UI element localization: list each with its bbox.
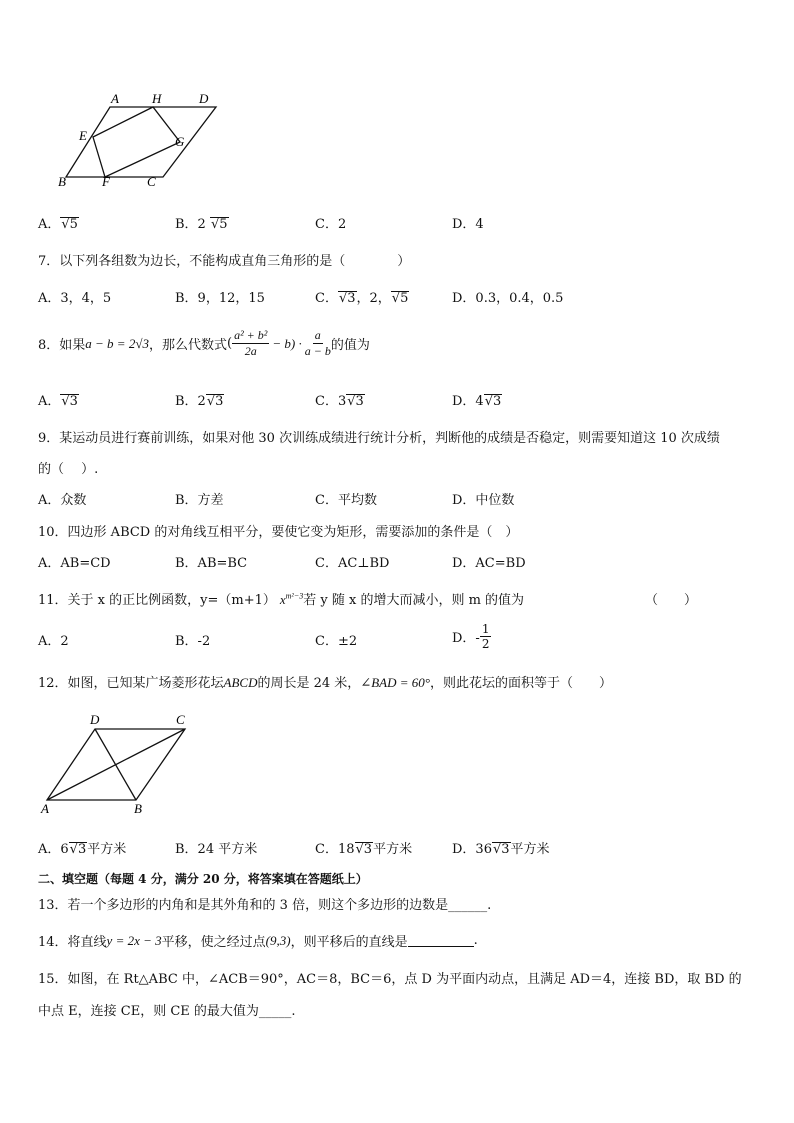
q14-point: (9,3) bbox=[265, 932, 291, 948]
q7-option-a: A．3，4，5 bbox=[38, 291, 112, 306]
q14-b: 平移，使之经过点 bbox=[161, 935, 266, 950]
q9-line1: 9．某运动员进行赛前训练，如果对他 30 次训练成绩进行统计分析，判断他的成绩是否稳定，则需要知道这 10 次成绩 bbox=[38, 431, 720, 446]
sqrt-3 bbox=[338, 291, 357, 306]
power-base: x bbox=[279, 592, 286, 607]
q14-stem bbox=[38, 931, 478, 950]
q11-option-b: B．-2 bbox=[175, 634, 211, 649]
sqrt-3 bbox=[346, 394, 365, 409]
section-title: 二、填空题（每题 4 分，满分 20 分，将答案填在答题纸上） bbox=[38, 872, 368, 886]
option-letter: A． bbox=[38, 394, 61, 409]
parallelogram-figure bbox=[55, 90, 225, 190]
unit: 平方米 bbox=[373, 842, 413, 857]
q12-option-d bbox=[452, 838, 550, 857]
q6-option-b bbox=[175, 213, 229, 232]
sqrt-3 bbox=[492, 842, 511, 857]
radicand: √3 bbox=[484, 394, 502, 409]
q15-line2: 中点 E，连接 CE，则 CE 的最大值为_____. bbox=[38, 1004, 296, 1019]
option-text: ，2， bbox=[356, 291, 391, 306]
q11-stem-a: 11．关于 x 的正比例函数，y=（m+1） bbox=[38, 593, 276, 608]
q14-a: 14．将直线 bbox=[38, 935, 107, 950]
radicand: √5 bbox=[61, 217, 78, 232]
q6-option-d: D．4 bbox=[452, 217, 484, 232]
option-letter: A． bbox=[38, 217, 61, 232]
radicand: √3 bbox=[206, 394, 224, 409]
q12-stem-b: 的周长是 24 米， bbox=[257, 676, 361, 691]
q11-option-a: A．2 bbox=[38, 634, 69, 649]
q9-option-b: B．方差 bbox=[175, 493, 224, 508]
radicand: √5 bbox=[210, 217, 228, 232]
q9-option-a: A．众数 bbox=[38, 493, 87, 508]
numerator: 1 bbox=[481, 622, 490, 636]
label-A: A bbox=[111, 91, 119, 106]
q11-option-d bbox=[452, 622, 491, 651]
label-F: F bbox=[102, 174, 110, 189]
option-letter: C．18 bbox=[315, 842, 355, 857]
option-text: B．2 bbox=[175, 217, 210, 232]
radicand: √3 bbox=[347, 394, 364, 409]
label-C: C bbox=[176, 712, 185, 727]
paren-open: ( bbox=[226, 336, 233, 351]
q13-stem: 13．若一个多边形的内角和是其外角和的 3 倍，则这个多边形的边数是______. bbox=[38, 898, 492, 913]
numerator: a² + b² bbox=[234, 328, 268, 342]
option-letter: C． bbox=[315, 291, 338, 306]
sqrt-3 bbox=[206, 394, 225, 409]
power-exponent: m²−3 bbox=[285, 591, 304, 601]
q14-d: . bbox=[473, 933, 478, 948]
q12-stem-a: 12．如图，已知某广场菱形花坛 bbox=[38, 676, 224, 691]
sqrt-5 bbox=[210, 217, 229, 232]
sqrt-5 bbox=[391, 291, 410, 306]
q8-suffix: 的值为 bbox=[330, 338, 370, 353]
q8-stem bbox=[38, 328, 370, 359]
q10-option-c: C．AC⊥BD bbox=[315, 556, 390, 571]
sqrt-3 bbox=[484, 394, 503, 409]
q11-answer-paren: （ ） bbox=[645, 593, 698, 608]
q11-option-c: C．±2 bbox=[315, 634, 358, 649]
q10-option-a: A．AB=CD bbox=[38, 556, 111, 571]
q7-option-d: D．0.3，0.4，0.5 bbox=[452, 291, 564, 306]
unit: 平方米 bbox=[87, 842, 127, 857]
option-letter: C．3 bbox=[315, 394, 347, 409]
q15-line1: 15．如图，在 Rt△ABC 中，∠ACB＝90°，AC＝8，BC＝6，点 D 为平面内动点，且满足 AD＝4，连接 BD，取 BD 的 bbox=[38, 972, 742, 987]
label-A: A bbox=[41, 801, 49, 816]
q8-fraction-2 bbox=[305, 328, 331, 359]
q12-stem-c: ，则此花坛的面积等于（ ） bbox=[429, 676, 612, 691]
q6-option-c: C．2 bbox=[315, 217, 347, 232]
radicand: √5 bbox=[391, 291, 409, 306]
sqrt-3 bbox=[60, 394, 79, 409]
q8-mid: ，那么代数式 bbox=[148, 338, 227, 353]
label-D: D bbox=[90, 712, 100, 727]
q8-fraction bbox=[232, 328, 269, 359]
q6-option-a bbox=[38, 213, 79, 232]
q12-stem bbox=[38, 672, 612, 691]
denominator: 2 bbox=[481, 637, 490, 651]
q8-tail: − b) · bbox=[272, 335, 302, 351]
q12-option-c bbox=[315, 838, 412, 857]
sqrt-3 bbox=[355, 842, 374, 857]
option-letter: D．- bbox=[452, 631, 480, 646]
q8-condition: a − b = 2√3 bbox=[85, 335, 149, 351]
sqrt-5 bbox=[60, 217, 79, 232]
q9-line2: 的（ ）. bbox=[38, 462, 99, 477]
q11-stem bbox=[38, 589, 524, 608]
label-B: B bbox=[58, 174, 66, 189]
q7-option-c bbox=[315, 287, 409, 306]
denominator: a − b bbox=[304, 344, 331, 358]
rhombus-figure bbox=[38, 712, 198, 817]
sqrt-3 bbox=[69, 842, 88, 857]
radicand: √3 bbox=[69, 842, 87, 857]
q7-stem: 7．以下列各组数为边长，不能构成直角三角形的是（ ） bbox=[38, 254, 411, 269]
radicand: √3 bbox=[492, 842, 510, 857]
q8-option-c bbox=[315, 390, 365, 409]
label-B: B bbox=[134, 801, 142, 816]
q7-option-b: B．9，12，15 bbox=[175, 291, 265, 306]
option-letter: D．36 bbox=[452, 842, 492, 857]
q8-prefix: 8．如果 bbox=[38, 338, 86, 353]
q10-option-d: D．AC=BD bbox=[452, 556, 526, 571]
q12-option-b: B．24 平方米 bbox=[175, 842, 258, 857]
option-letter: A．6 bbox=[38, 842, 69, 857]
fraction-half bbox=[480, 622, 492, 651]
q9-option-d: D．中位数 bbox=[452, 493, 515, 508]
unit: 平方米 bbox=[510, 842, 550, 857]
q9-option-c: C．平均数 bbox=[315, 493, 377, 508]
q11-stem-b: 若 y 随 x 的增大而减小，则 m 的值为 bbox=[303, 593, 525, 608]
q8-option-d bbox=[452, 390, 502, 409]
label-D: D bbox=[199, 91, 209, 106]
radicand: √3 bbox=[355, 842, 373, 857]
q14-equation: y = 2x − 3 bbox=[106, 932, 162, 948]
q10-option-b: B．AB=BC bbox=[175, 556, 248, 571]
answer-blank[interactable] bbox=[408, 934, 474, 947]
denominator: 2a bbox=[244, 344, 257, 358]
label-C: C bbox=[147, 174, 156, 189]
numerator: a bbox=[314, 328, 321, 342]
label-G: G bbox=[175, 134, 185, 149]
label-E: E bbox=[79, 128, 87, 143]
q8-option-a bbox=[38, 390, 79, 409]
q12-option-a bbox=[38, 838, 126, 857]
radicand: √3 bbox=[338, 291, 356, 306]
radicand: √3 bbox=[61, 394, 78, 409]
option-letter: D．4 bbox=[452, 394, 484, 409]
q10-stem: 10．四边形 ABCD 的对角线互相平分，要使它变为矩形，需要添加的条件是（ ） bbox=[38, 525, 519, 540]
label-H: H bbox=[152, 91, 162, 106]
q14-c: ，则平移后的直线是 bbox=[290, 935, 408, 950]
q12-angle: ∠BAD = 60° bbox=[360, 675, 430, 690]
q8-option-b bbox=[175, 390, 224, 409]
q12-abcd: ABCD bbox=[223, 675, 258, 690]
option-letter: B．2 bbox=[175, 394, 206, 409]
